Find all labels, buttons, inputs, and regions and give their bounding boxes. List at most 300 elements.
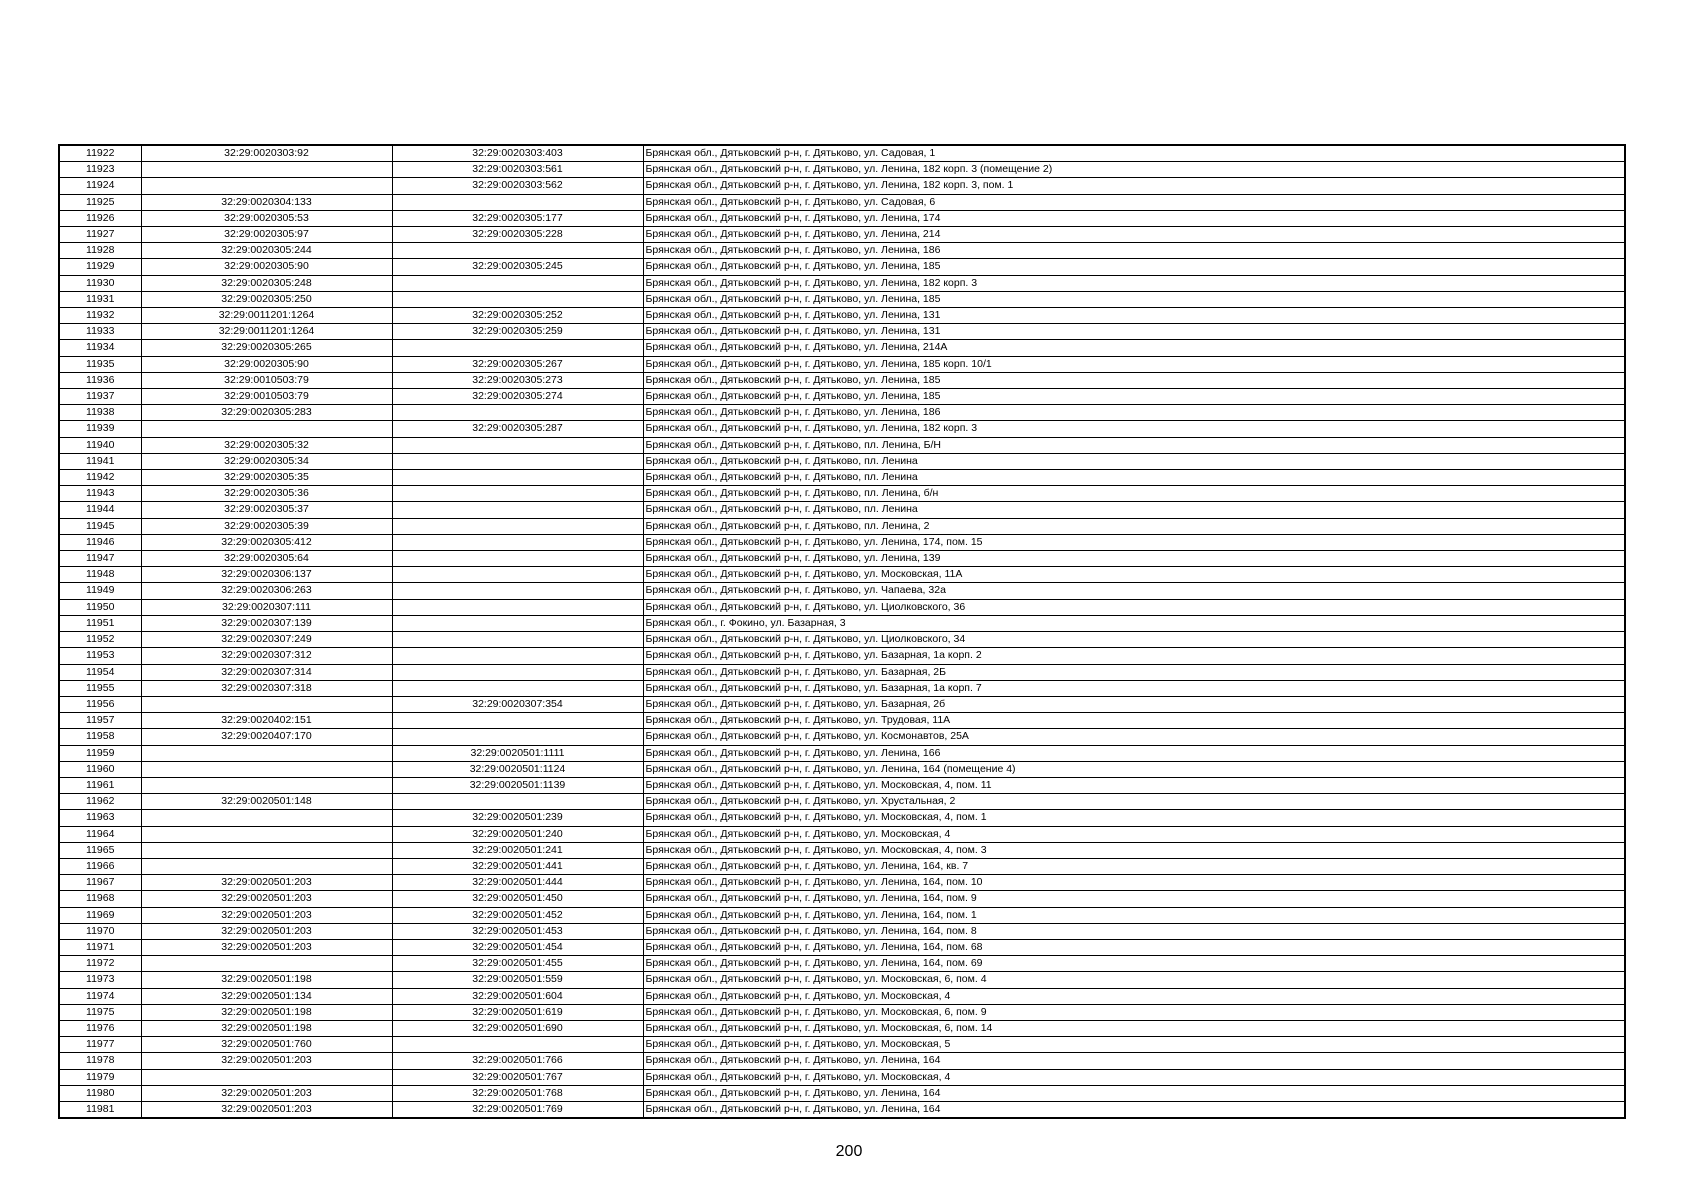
- table-row: [59, 534, 1625, 550]
- table-row: [59, 664, 1625, 680]
- address-cell: Брянская обл., Дятьковский р-н, г. Дятьково, ул. Циолковского, 36: [643, 599, 1625, 615]
- table-row: [59, 567, 1625, 583]
- address-cell: Брянская обл., Дятьковский р-н, г. Дятьково, ул. Ленина, 164: [643, 1085, 1625, 1101]
- object-cadastral-number-cell: [392, 470, 643, 486]
- row-number-cell: 11927: [59, 227, 141, 243]
- table-row: [59, 162, 1625, 178]
- cadastral-number-cell: [141, 421, 392, 437]
- object-cadastral-number-cell: [392, 729, 643, 745]
- row-number-cell: 11949: [59, 583, 141, 599]
- cadastral-number-cell: 32:29:0020307:314: [141, 664, 392, 680]
- row-number-cell: 11970: [59, 923, 141, 939]
- object-cadastral-number-cell: [392, 664, 643, 680]
- address-cell: Брянская обл., Дятьковский р-н, г. Дятьково, ул. Ленина, 164 (помещение 4): [643, 761, 1625, 777]
- cadastral-number-cell: 32:29:0020501:198: [141, 1004, 392, 1020]
- row-number-cell: 11948: [59, 567, 141, 583]
- row-number-cell: 11978: [59, 1053, 141, 1069]
- cadastral-number-cell: 32:29:0020305:283: [141, 405, 392, 421]
- address-cell: Брянская обл., Дятьковский р-н, г. Дятьково, ул. Садовая, 6: [643, 194, 1625, 210]
- table-row: [59, 470, 1625, 486]
- row-number-cell: 11929: [59, 259, 141, 275]
- row-number-cell: 11966: [59, 858, 141, 874]
- address-cell: Брянская обл., Дятьковский р-н, г. Дятьково, ул. Трудовая, 11А: [643, 713, 1625, 729]
- cadastral-number-cell: 32:29:0020307:249: [141, 632, 392, 648]
- cadastral-number-cell: 32:29:0020305:250: [141, 291, 392, 307]
- address-cell: Брянская обл., Дятьковский р-н, г. Дятьково, ул. Московская, 4: [643, 1069, 1625, 1085]
- object-cadastral-number-cell: [392, 713, 643, 729]
- address-cell: Брянская обл., Дятьковский р-н, г. Дятьково, ул. Московская, 5: [643, 1037, 1625, 1053]
- cadastral-number-cell: 32:29:0020407:170: [141, 729, 392, 745]
- cadastral-number-cell: [141, 178, 392, 194]
- row-number-cell: 11979: [59, 1069, 141, 1085]
- table-row: [59, 389, 1625, 405]
- address-cell: Брянская обл., Дятьковский р-н, г. Дятьково, ул. Ленина, 174, пом. 15: [643, 534, 1625, 550]
- cadastral-number-cell: [141, 761, 392, 777]
- address-cell: Брянская обл., Дятьковский р-н, г. Дятьково, ул. Хрустальная, 2: [643, 794, 1625, 810]
- cadastral-number-cell: 32:29:0020501:203: [141, 923, 392, 939]
- address-cell: Брянская обл., Дятьковский р-н, г. Дятьково, ул. Базарная, 2Б: [643, 664, 1625, 680]
- row-number-cell: 11973: [59, 972, 141, 988]
- row-number-cell: 11980: [59, 1085, 141, 1101]
- row-number-cell: 11964: [59, 826, 141, 842]
- table-row: [59, 939, 1625, 955]
- table-row: [59, 777, 1625, 793]
- cadastral-number-cell: 32:29:0020501:203: [141, 1085, 392, 1101]
- object-cadastral-number-cell: 32:29:0020501:239: [392, 810, 643, 826]
- cadastral-number-cell: 32:29:0020307:312: [141, 648, 392, 664]
- object-cadastral-number-cell: [392, 437, 643, 453]
- table-row: [59, 1053, 1625, 1069]
- object-cadastral-number-cell: [392, 518, 643, 534]
- row-number-cell: 11941: [59, 453, 141, 469]
- row-number-cell: 11972: [59, 956, 141, 972]
- registry-table-body: [59, 145, 1625, 1118]
- object-cadastral-number-cell: 32:29:0020305:273: [392, 372, 643, 388]
- table-row: [59, 615, 1625, 631]
- table-row: [59, 243, 1625, 259]
- cadastral-number-cell: 32:29:0020501:134: [141, 988, 392, 1004]
- cadastral-number-cell: [141, 777, 392, 793]
- object-cadastral-number-cell: 32:29:0020501:452: [392, 907, 643, 923]
- table-row: [59, 194, 1625, 210]
- object-cadastral-number-cell: [392, 453, 643, 469]
- object-cadastral-number-cell: [392, 194, 643, 210]
- row-number-cell: 11967: [59, 875, 141, 891]
- cadastral-number-cell: 32:29:0020306:137: [141, 567, 392, 583]
- cadastral-number-cell: 32:29:0020305:64: [141, 551, 392, 567]
- address-cell: Брянская обл., Дятьковский р-н, г. Дятьково, ул. Ленина, 131: [643, 308, 1625, 324]
- address-cell: Брянская обл., Дятьковский р-н, г. Дятьково, ул. Ленина, 164: [643, 1101, 1625, 1118]
- row-number-cell: 11961: [59, 777, 141, 793]
- row-number-cell: 11922: [59, 145, 141, 162]
- address-cell: Брянская обл., Дятьковский р-н, г. Дятьково, ул. Ленина, 164, пом. 8: [643, 923, 1625, 939]
- object-cadastral-number-cell: 32:29:0020501:444: [392, 875, 643, 891]
- cadastral-number-cell: 32:29:0020501:203: [141, 875, 392, 891]
- row-number-cell: 11937: [59, 389, 141, 405]
- object-cadastral-number-cell: 32:29:0020305:228: [392, 227, 643, 243]
- table-row: [59, 810, 1625, 826]
- cadastral-number-cell: 32:29:0020307:318: [141, 680, 392, 696]
- address-cell: Брянская обл., Дятьковский р-н, г. Дятьково, ул. Ленина, 164: [643, 1053, 1625, 1069]
- address-cell: Брянская обл., Дятьковский р-н, г. Дятьково, ул. Московская, 11А: [643, 567, 1625, 583]
- object-cadastral-number-cell: [392, 405, 643, 421]
- table-row: [59, 372, 1625, 388]
- cadastral-number-cell: 32:29:0020305:244: [141, 243, 392, 259]
- object-cadastral-number-cell: 32:29:0020303:562: [392, 178, 643, 194]
- object-cadastral-number-cell: [392, 1037, 643, 1053]
- table-row: [59, 1101, 1625, 1118]
- table-row: [59, 518, 1625, 534]
- row-number-cell: 11926: [59, 210, 141, 226]
- object-cadastral-number-cell: 32:29:0020501:767: [392, 1069, 643, 1085]
- row-number-cell: 11946: [59, 534, 141, 550]
- cadastral-number-cell: 32:29:0020307:139: [141, 615, 392, 631]
- row-number-cell: 11947: [59, 551, 141, 567]
- object-cadastral-number-cell: [392, 534, 643, 550]
- address-cell: Брянская обл., Дятьковский р-н, г. Дятьково, ул. Ленина, 185: [643, 291, 1625, 307]
- row-number-cell: 11951: [59, 615, 141, 631]
- cadastral-number-cell: 32:29:0020305:90: [141, 356, 392, 372]
- cadastral-number-cell: 32:29:0020501:198: [141, 1020, 392, 1036]
- cadastral-number-cell: [141, 810, 392, 826]
- object-cadastral-number-cell: [392, 502, 643, 518]
- table-row: [59, 842, 1625, 858]
- cadastral-number-cell: 32:29:0020305:37: [141, 502, 392, 518]
- row-number-cell: 11936: [59, 372, 141, 388]
- cadastral-number-cell: 32:29:0020305:97: [141, 227, 392, 243]
- cadastral-number-cell: 32:29:0020305:36: [141, 486, 392, 502]
- row-number-cell: 11950: [59, 599, 141, 615]
- cadastral-number-cell: 32:29:0020305:32: [141, 437, 392, 453]
- table-row: [59, 875, 1625, 891]
- cadastral-number-cell: 32:29:0020501:198: [141, 972, 392, 988]
- registry-sheet: [58, 144, 1624, 1119]
- table-row: [59, 486, 1625, 502]
- cadastral-number-cell: 32:29:0020307:111: [141, 599, 392, 615]
- table-row: [59, 794, 1625, 810]
- row-number-cell: 11955: [59, 680, 141, 696]
- row-number-cell: 11925: [59, 194, 141, 210]
- address-cell: Брянская обл., Дятьковский р-н, г. Дятьково, ул. Садовая, 1: [643, 145, 1625, 162]
- object-cadastral-number-cell: 32:29:0020501:1111: [392, 745, 643, 761]
- cadastral-number-cell: [141, 696, 392, 712]
- row-number-cell: 11944: [59, 502, 141, 518]
- cadastral-number-cell: 32:29:0020501:203: [141, 891, 392, 907]
- address-cell: Брянская обл., Дятьковский р-н, г. Дятьково, ул. Ленина, 164, пом. 9: [643, 891, 1625, 907]
- cadastral-number-cell: 32:29:0020305:248: [141, 275, 392, 291]
- object-cadastral-number-cell: [392, 680, 643, 696]
- address-cell: Брянская обл., Дятьковский р-н, г. Дятьково, ул. Ленина, 164, пом. 68: [643, 939, 1625, 955]
- row-number-cell: 11932: [59, 308, 141, 324]
- row-number-cell: 11939: [59, 421, 141, 437]
- row-number-cell: 11981: [59, 1101, 141, 1118]
- address-cell: Брянская обл., Дятьковский р-н, г. Дятьково, ул. Ленина, 166: [643, 745, 1625, 761]
- object-cadastral-number-cell: 32:29:0020501:768: [392, 1085, 643, 1101]
- table-row: [59, 227, 1625, 243]
- object-cadastral-number-cell: 32:29:0020305:259: [392, 324, 643, 340]
- table-row: [59, 713, 1625, 729]
- cadastral-number-cell: 32:29:0010503:79: [141, 389, 392, 405]
- cadastral-number-cell: 32:29:0020305:53: [141, 210, 392, 226]
- table-row: [59, 1085, 1625, 1101]
- table-row: [59, 178, 1625, 194]
- object-cadastral-number-cell: 32:29:0020305:274: [392, 389, 643, 405]
- table-row: [59, 308, 1625, 324]
- address-cell: Брянская обл., Дятьковский р-н, г. Дятьково, ул. Ленина, 182 корп. 3: [643, 421, 1625, 437]
- table-row: [59, 1037, 1625, 1053]
- object-cadastral-number-cell: 32:29:0020501:619: [392, 1004, 643, 1020]
- cadastral-number-cell: [141, 745, 392, 761]
- object-cadastral-number-cell: 32:29:0020501:604: [392, 988, 643, 1004]
- address-cell: Брянская обл., Дятьковский р-н, г. Дятьково, ул. Ленина, 164, пом. 1: [643, 907, 1625, 923]
- address-cell: Брянская обл., Дятьковский р-н, г. Дятьково, ул. Ленина, 164, пом. 69: [643, 956, 1625, 972]
- cadastral-number-cell: 32:29:0020501:760: [141, 1037, 392, 1053]
- table-row: [59, 907, 1625, 923]
- row-number-cell: 11930: [59, 275, 141, 291]
- object-cadastral-number-cell: 32:29:0020307:354: [392, 696, 643, 712]
- table-row: [59, 632, 1625, 648]
- row-number-cell: 11933: [59, 324, 141, 340]
- object-cadastral-number-cell: [392, 486, 643, 502]
- table-row: [59, 437, 1625, 453]
- cadastral-number-cell: 32:29:0020501:148: [141, 794, 392, 810]
- object-cadastral-number-cell: 32:29:0020501:769: [392, 1101, 643, 1118]
- table-row: [59, 405, 1625, 421]
- row-number-cell: 11976: [59, 1020, 141, 1036]
- table-row: [59, 259, 1625, 275]
- row-number-cell: 11956: [59, 696, 141, 712]
- row-number-cell: 11931: [59, 291, 141, 307]
- address-cell: Брянская обл., Дятьковский р-н, г. Дятьково, ул. Базарная, 2б: [643, 696, 1625, 712]
- row-number-cell: 11942: [59, 470, 141, 486]
- cadastral-number-cell: 32:29:0020501:203: [141, 907, 392, 923]
- object-cadastral-number-cell: [392, 599, 643, 615]
- address-cell: Брянская обл., Дятьковский р-н, г. Дятьково, ул. Космонавтов, 25А: [643, 729, 1625, 745]
- object-cadastral-number-cell: [392, 615, 643, 631]
- cadastral-number-cell: 32:29:0010503:79: [141, 372, 392, 388]
- table-row: [59, 275, 1625, 291]
- object-cadastral-number-cell: [392, 648, 643, 664]
- table-row: [59, 453, 1625, 469]
- object-cadastral-number-cell: 32:29:0020501:454: [392, 939, 643, 955]
- object-cadastral-number-cell: [392, 291, 643, 307]
- object-cadastral-number-cell: 32:29:0020501:1139: [392, 777, 643, 793]
- object-cadastral-number-cell: 32:29:0020501:441: [392, 858, 643, 874]
- address-cell: Брянская обл., Дятьковский р-н, г. Дятьково, ул. Ленина, 186: [643, 405, 1625, 421]
- address-cell: Брянская обл., Дятьковский р-н, г. Дятьково, пл. Ленина, б/н: [643, 486, 1625, 502]
- table-row: [59, 988, 1625, 1004]
- row-number-cell: 11977: [59, 1037, 141, 1053]
- table-row: [59, 729, 1625, 745]
- cadastral-number-cell: 32:29:0020501:203: [141, 1053, 392, 1069]
- cadastral-number-cell: [141, 826, 392, 842]
- table-row: [59, 680, 1625, 696]
- cadastral-number-cell: 32:29:0020305:90: [141, 259, 392, 275]
- table-row: [59, 826, 1625, 842]
- row-number-cell: 11968: [59, 891, 141, 907]
- cadastral-number-cell: 32:29:0020303:92: [141, 145, 392, 162]
- object-cadastral-number-cell: 32:29:0020501:690: [392, 1020, 643, 1036]
- registry-table: [58, 144, 1626, 1119]
- object-cadastral-number-cell: [392, 583, 643, 599]
- address-cell: Брянская обл., Дятьковский р-н, г. Дятьково, ул. Московская, 6, пом. 4: [643, 972, 1625, 988]
- address-cell: Брянская обл., Дятьковский р-н, г. Дятьково, ул. Ленина, 139: [643, 551, 1625, 567]
- address-cell: Брянская обл., Дятьковский р-н, г. Дятьково, ул. Ленина, 182 корп. 3: [643, 275, 1625, 291]
- object-cadastral-number-cell: [392, 243, 643, 259]
- row-number-cell: 11928: [59, 243, 141, 259]
- row-number-cell: 11940: [59, 437, 141, 453]
- table-row: [59, 696, 1625, 712]
- cadastral-number-cell: [141, 162, 392, 178]
- table-row: [59, 421, 1625, 437]
- row-number-cell: 11954: [59, 664, 141, 680]
- table-row: [59, 1069, 1625, 1085]
- row-number-cell: 11945: [59, 518, 141, 534]
- object-cadastral-number-cell: 32:29:0020501:455: [392, 956, 643, 972]
- table-row: [59, 340, 1625, 356]
- cadastral-number-cell: 32:29:0020501:203: [141, 1101, 392, 1118]
- address-cell: Брянская обл., Дятьковский р-н, г. Дятьково, ул. Московская, 4: [643, 988, 1625, 1004]
- table-row: [59, 599, 1625, 615]
- cadastral-number-cell: 32:29:0020306:263: [141, 583, 392, 599]
- object-cadastral-number-cell: 32:29:0020501:241: [392, 842, 643, 858]
- object-cadastral-number-cell: [392, 567, 643, 583]
- object-cadastral-number-cell: 32:29:0020305:252: [392, 308, 643, 324]
- address-cell: Брянская обл., Дятьковский р-н, г. Дятьково, пл. Ленина: [643, 453, 1625, 469]
- address-cell: Брянская обл., Дятьковский р-н, г. Дятьково, ул. Ленина, 185: [643, 259, 1625, 275]
- row-number-cell: 11974: [59, 988, 141, 1004]
- object-cadastral-number-cell: [392, 794, 643, 810]
- object-cadastral-number-cell: [392, 551, 643, 567]
- object-cadastral-number-cell: 32:29:0020303:403: [392, 145, 643, 162]
- row-number-cell: 11960: [59, 761, 141, 777]
- address-cell: Брянская обл., Дятьковский р-н, г. Дятьково, ул. Московская, 4, пом. 3: [643, 842, 1625, 858]
- table-row: [59, 923, 1625, 939]
- cadastral-number-cell: 32:29:0020501:203: [141, 939, 392, 955]
- object-cadastral-number-cell: [392, 632, 643, 648]
- object-cadastral-number-cell: [392, 275, 643, 291]
- object-cadastral-number-cell: 32:29:0020501:1124: [392, 761, 643, 777]
- row-number-cell: 11943: [59, 486, 141, 502]
- object-cadastral-number-cell: [392, 340, 643, 356]
- address-cell: Брянская обл., Дятьковский р-н, г. Дятьково, ул. Ленина, 214А: [643, 340, 1625, 356]
- cadastral-number-cell: [141, 956, 392, 972]
- cadastral-number-cell: 32:29:0020305:35: [141, 470, 392, 486]
- address-cell: Брянская обл., Дятьковский р-н, г. Дятьково, ул. Циолковского, 34: [643, 632, 1625, 648]
- cadastral-number-cell: 32:29:0020305:412: [141, 534, 392, 550]
- address-cell: Брянская обл., Дятьковский р-н, г. Дятьково, ул. Ленина, 182 корп. 3, пом. 1: [643, 178, 1625, 194]
- address-cell: Брянская обл., Дятьковский р-н, г. Дятьково, пл. Ленина: [643, 502, 1625, 518]
- address-cell: Брянская обл., Дятьковский р-н, г. Дятьково, ул. Московская, 4: [643, 826, 1625, 842]
- table-row: [59, 324, 1625, 340]
- address-cell: Брянская обл., Дятьковский р-н, г. Дятьково, ул. Ленина, 164, пом. 10: [643, 875, 1625, 891]
- cadastral-number-cell: 32:29:0020402:151: [141, 713, 392, 729]
- address-cell: Брянская обл., Дятьковский р-н, г. Дятьково, ул. Московская, 6, пом. 14: [643, 1020, 1625, 1036]
- row-number-cell: 11958: [59, 729, 141, 745]
- object-cadastral-number-cell: 32:29:0020303:561: [392, 162, 643, 178]
- object-cadastral-number-cell: 32:29:0020501:240: [392, 826, 643, 842]
- row-number-cell: 11962: [59, 794, 141, 810]
- row-number-cell: 11924: [59, 178, 141, 194]
- object-cadastral-number-cell: 32:29:0020305:267: [392, 356, 643, 372]
- table-row: [59, 891, 1625, 907]
- cadastral-number-cell: [141, 842, 392, 858]
- address-cell: Брянская обл., Дятьковский р-н, г. Дятьково, ул. Базарная, 1а корп. 2: [643, 648, 1625, 664]
- address-cell: Брянская обл., Дятьковский р-н, г. Дятьково, ул. Ленина, 164, кв. 7: [643, 858, 1625, 874]
- row-number-cell: 11965: [59, 842, 141, 858]
- row-number-cell: 11969: [59, 907, 141, 923]
- table-row: [59, 1004, 1625, 1020]
- address-cell: Брянская обл., Дятьковский р-н, г. Дятьково, ул. Ленина, 185: [643, 372, 1625, 388]
- table-row: [59, 551, 1625, 567]
- row-number-cell: 11957: [59, 713, 141, 729]
- address-cell: Брянская обл., Дятьковский р-н, г. Дятьково, ул. Ленина, 131: [643, 324, 1625, 340]
- object-cadastral-number-cell: 32:29:0020501:559: [392, 972, 643, 988]
- row-number-cell: 11953: [59, 648, 141, 664]
- row-number-cell: 11938: [59, 405, 141, 421]
- cadastral-number-cell: 32:29:0020305:34: [141, 453, 392, 469]
- table-row: [59, 1020, 1625, 1036]
- address-cell: Брянская обл., Дятьковский р-н, г. Дятьково, ул. Ленина, 174: [643, 210, 1625, 226]
- address-cell: Брянская обл., Дятьковский р-н, г. Дятьково, ул. Ленина, 185 корп. 10/1: [643, 356, 1625, 372]
- row-number-cell: 11963: [59, 810, 141, 826]
- object-cadastral-number-cell: 32:29:0020501:766: [392, 1053, 643, 1069]
- address-cell: Брянская обл., Дятьковский р-н, г. Дятьково, ул. Чапаева, 32а: [643, 583, 1625, 599]
- object-cadastral-number-cell: 32:29:0020305:177: [392, 210, 643, 226]
- address-cell: Брянская обл., Дятьковский р-н, г. Дятьково, ул. Московская, 4, пом. 11: [643, 777, 1625, 793]
- address-cell: Брянская обл., Дятьковский р-н, г. Дятьково, пл. Ленина, Б/Н: [643, 437, 1625, 453]
- table-row: [59, 858, 1625, 874]
- address-cell: Брянская обл., Дятьковский р-н, г. Дятьково, ул. Московская, 6, пом. 9: [643, 1004, 1625, 1020]
- row-number-cell: 11923: [59, 162, 141, 178]
- cadastral-number-cell: 32:29:0020304:133: [141, 194, 392, 210]
- cadastral-number-cell: 32:29:0020305:265: [141, 340, 392, 356]
- address-cell: Брянская обл., Дятьковский р-н, г. Дятьково, пл. Ленина, 2: [643, 518, 1625, 534]
- address-cell: Брянская обл., Дятьковский р-н, г. Дятьково, ул. Московская, 4, пом. 1: [643, 810, 1625, 826]
- address-cell: Брянская обл., Дятьковский р-н, г. Дятьково, ул. Базарная, 1а корп. 7: [643, 680, 1625, 696]
- object-cadastral-number-cell: 32:29:0020501:453: [392, 923, 643, 939]
- row-number-cell: 11971: [59, 939, 141, 955]
- table-row: [59, 291, 1625, 307]
- object-cadastral-number-cell: 32:29:0020305:287: [392, 421, 643, 437]
- row-number-cell: 11934: [59, 340, 141, 356]
- cadastral-number-cell: 32:29:0011201:1264: [141, 308, 392, 324]
- table-row: [59, 583, 1625, 599]
- table-row: [59, 761, 1625, 777]
- table-row: [59, 956, 1625, 972]
- cadastral-number-cell: [141, 858, 392, 874]
- table-row: [59, 648, 1625, 664]
- page-number: 200: [835, 1143, 863, 1160]
- address-cell: Брянская обл., Дятьковский р-н, г. Дятьково, пл. Ленина: [643, 470, 1625, 486]
- cadastral-number-cell: 32:29:0020305:39: [141, 518, 392, 534]
- table-row: [59, 210, 1625, 226]
- table-row: [59, 972, 1625, 988]
- address-cell: Брянская обл., Дятьковский р-н, г. Дятьково, ул. Ленина, 182 корп. 3 (помещение 2): [643, 162, 1625, 178]
- table-row: [59, 145, 1625, 162]
- object-cadastral-number-cell: 32:29:0020305:245: [392, 259, 643, 275]
- row-number-cell: 11952: [59, 632, 141, 648]
- object-cadastral-number-cell: 32:29:0020501:450: [392, 891, 643, 907]
- table-row: [59, 356, 1625, 372]
- address-cell: Брянская обл., г. Фокино, ул. Базарная, 3: [643, 615, 1625, 631]
- row-number-cell: 11959: [59, 745, 141, 761]
- row-number-cell: 11935: [59, 356, 141, 372]
- address-cell: Брянская обл., Дятьковский р-н, г. Дятьково, ул. Ленина, 186: [643, 243, 1625, 259]
- address-cell: Брянская обл., Дятьковский р-н, г. Дятьково, ул. Ленина, 214: [643, 227, 1625, 243]
- row-number-cell: 11975: [59, 1004, 141, 1020]
- table-row: [59, 502, 1625, 518]
